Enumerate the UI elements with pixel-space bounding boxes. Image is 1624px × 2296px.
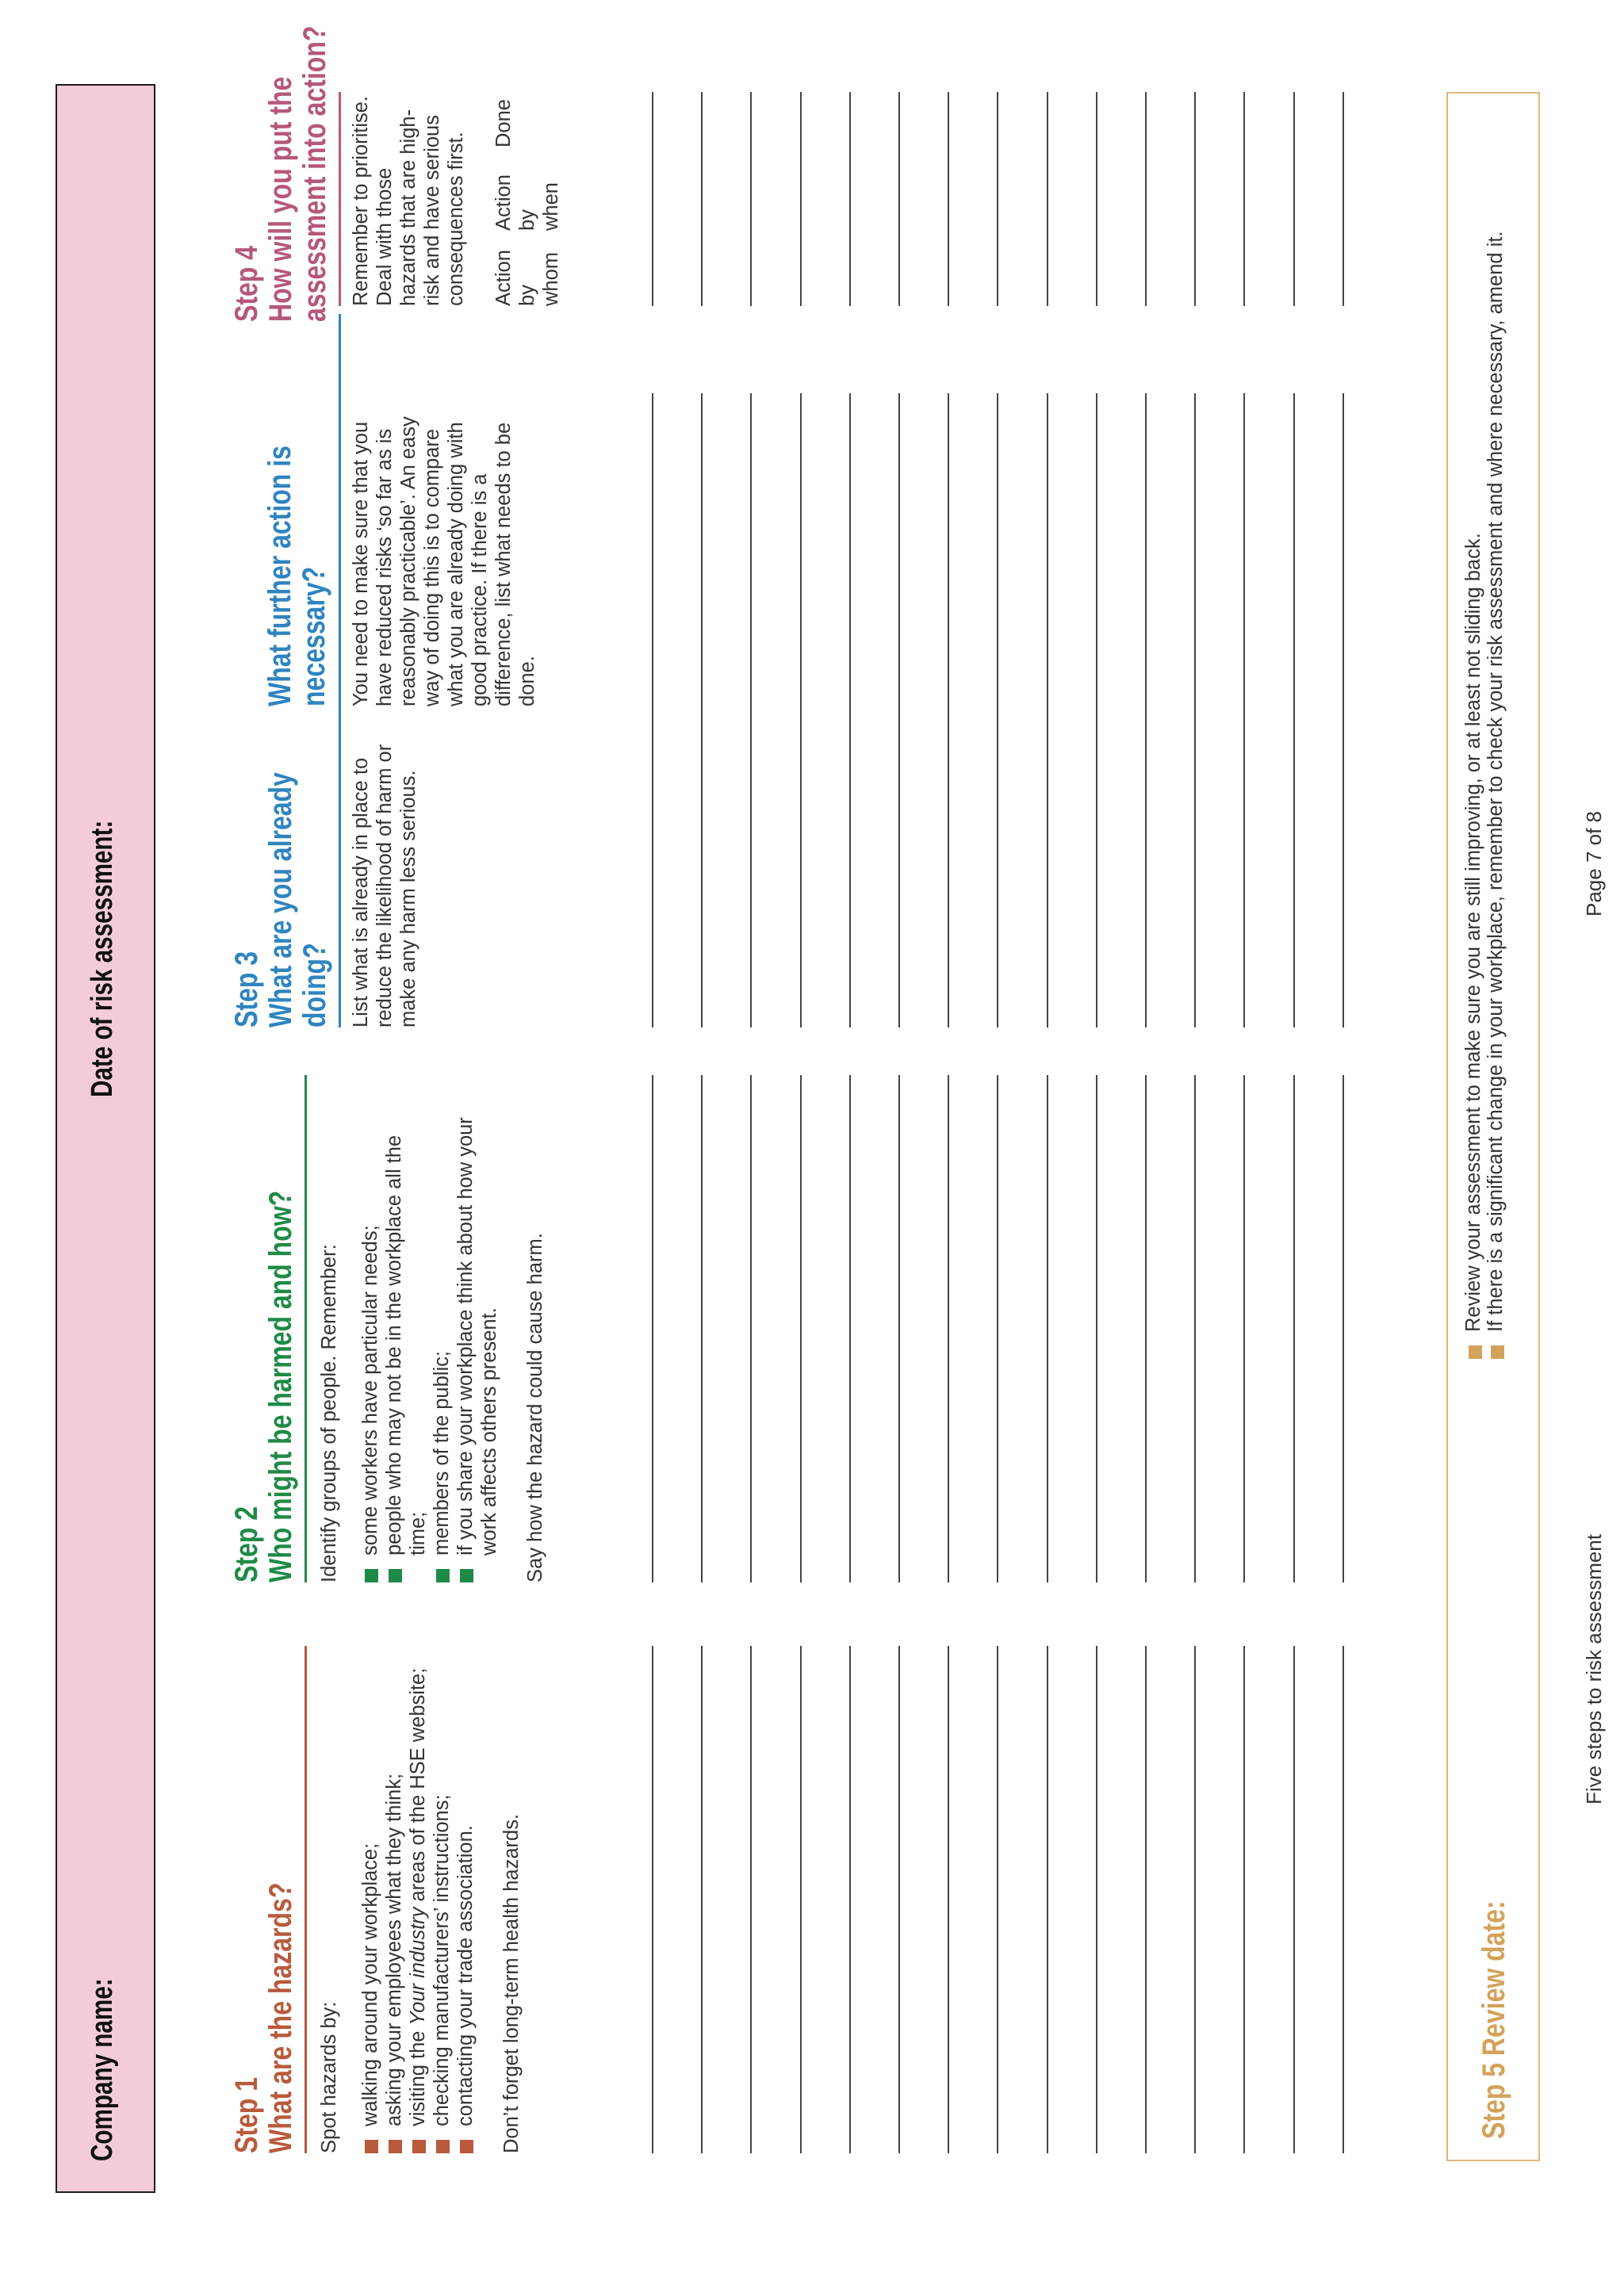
writing-line [898, 393, 900, 1027]
step1-bullet: contacting your trade association. [454, 1646, 477, 2153]
step2-bullet: people who may not be in the workplace all the time; [382, 1107, 430, 1582]
step4-rule [339, 92, 341, 306]
bullet-square-icon [460, 2140, 473, 2153]
writing-line [652, 1075, 653, 1582]
writing-line [997, 1075, 998, 1582]
footer-page-number: Page 7 of 8 [1582, 811, 1606, 916]
writing-line [701, 92, 703, 306]
writing-line [1293, 92, 1295, 306]
writing-line [1096, 92, 1097, 306]
step3-title-line1: What are you already [263, 772, 298, 1027]
writing-line [948, 92, 949, 306]
writing-line [1047, 1075, 1048, 1582]
writing-line [1293, 1075, 1295, 1582]
writing-line [997, 393, 998, 1027]
writing-line [1096, 1646, 1097, 2153]
further-action-column [263, 389, 331, 706]
step1-intro: Spot hazards by: [318, 2001, 340, 2153]
step2-bullet: if you share your workplace think about how your work affects others present. [454, 1107, 501, 1582]
step1-bullet: visiting the Your industry areas of the HSE website; [406, 1646, 430, 2153]
writing-line [849, 92, 851, 306]
step3-number: Step 3 [229, 951, 264, 1027]
further-action-text: You need to make sure that you have reduced risks ‘so far as is reasonably practicable’. An easy way of doing this is to compare what you are already doing with good practice. If there is a difference, list what needs to be done. [350, 416, 538, 706]
writing-line [652, 1646, 653, 2153]
step2-bullet: members of the public; [430, 1107, 454, 1582]
writing-line [1047, 393, 1048, 1027]
step3-column [230, 742, 332, 1027]
step5-bullet: If there is a significant change in your workplace, remember to check your risk assessment and where necessary, amend it. [1484, 106, 1507, 1359]
writing-line [800, 1075, 802, 1582]
bullet-square-icon [1469, 1345, 1482, 1359]
further-action-title-line2: necessary? [297, 566, 331, 706]
step1-title: What are the hazards? [263, 1882, 298, 2153]
writing-line [1293, 1646, 1295, 2153]
review-box [1446, 92, 1540, 2161]
writing-line [800, 1646, 802, 2153]
action-by-whom-label: Action by whom [492, 250, 562, 306]
writing-line [1047, 92, 1048, 306]
writing-line [997, 92, 998, 306]
step4-heading [229, 25, 332, 322]
step3-text: List what is already in place to reduce the likelihood of harm or make any harm less serious. [350, 744, 419, 1027]
writing-line [898, 1075, 900, 1582]
step4-text: Remember to prioritise. Deal with those hazards that are high-risk and have serious consequences first. [350, 96, 467, 306]
bullet-square-icon [412, 2140, 426, 2153]
writing-line [1194, 1646, 1196, 2153]
writing-line [1194, 1075, 1196, 1582]
further-action-title-line1: What further action is [262, 446, 297, 706]
writing-line [701, 1075, 703, 1582]
step2-heading [229, 1190, 298, 1582]
bullet-square-icon [365, 2140, 378, 2153]
writing-line [1342, 1075, 1344, 1582]
step1-note: Don’t forget long-term health hazards. [500, 1813, 523, 2153]
step2-intro: Identify groups of people. Remember: [318, 1244, 340, 1582]
done-label: Done [492, 99, 515, 147]
step1-bullet: asking your employees what they think; [382, 1646, 406, 2153]
step1-bullet-list [358, 1646, 477, 2153]
writing-line [750, 1075, 752, 1582]
writing-line [1047, 1646, 1048, 2153]
bullet-square-icon [365, 1569, 378, 1582]
header-band [56, 84, 155, 2193]
bullet-square-icon [436, 2140, 450, 2153]
writing-line [898, 92, 900, 306]
writing-line [997, 1646, 998, 2153]
writing-line [701, 393, 703, 1027]
step5-title: Step 5 Review date: [1477, 1900, 1511, 2139]
writing-line [800, 393, 802, 1027]
writing-line [1243, 92, 1245, 306]
step1-bullet: checking manufacturers’ instructions; [430, 1646, 454, 2153]
writing-line [849, 1075, 851, 1582]
step2-body [317, 1107, 547, 1582]
step3-rule [339, 314, 341, 1027]
date-of-assessment-label: Date of risk assessment: [86, 820, 119, 1097]
step4-title-line2: assessment into action? [297, 25, 332, 322]
step1-heading [229, 1882, 298, 2153]
writing-line [1096, 393, 1097, 1027]
writing-line [1145, 1075, 1147, 1582]
step2-note: Say how the hazard could cause harm. [524, 1233, 546, 1582]
step4-title-line1: How will you put the [263, 76, 298, 322]
writing-line [1194, 393, 1196, 1027]
step2-title: Who might be harmed and how? [263, 1190, 298, 1582]
writing-line [701, 1646, 703, 2153]
writing-line [1145, 393, 1147, 1027]
writing-line [1342, 92, 1344, 306]
writing-line [1342, 1646, 1344, 2153]
company-name-label: Company name: [86, 1978, 119, 2161]
writing-line [1145, 92, 1147, 306]
step1-column [230, 1844, 298, 2153]
step5-bullet: Review your assessment to make sure you are still improving, or at least not sliding back. [1462, 106, 1484, 1359]
step2-number: Step 2 [229, 1506, 264, 1582]
step1-bullet: walking around your workplace; [358, 1646, 382, 2153]
step2-rule [304, 1075, 307, 1582]
action-by-when-label: Action by when [492, 174, 562, 231]
writing-line [652, 393, 653, 1027]
step2-column [230, 1107, 298, 1582]
step2-bullet: some workers have particular needs; [358, 1107, 382, 1582]
writing-line [1293, 393, 1295, 1027]
writing-line [849, 1646, 851, 2153]
writing-line [1243, 1646, 1245, 2153]
step4-number: Step 4 [229, 245, 264, 322]
writing-line [750, 1646, 752, 2153]
step3-title-line2: doing? [297, 943, 332, 1027]
step1-rule [304, 1646, 307, 2153]
writing-line [750, 92, 752, 306]
writing-line [652, 92, 653, 306]
writing-line [1342, 393, 1344, 1027]
bullet-square-icon [389, 1569, 402, 1582]
bullet-square-icon [460, 1569, 473, 1582]
writing-line [1145, 1646, 1147, 2153]
writing-line [1243, 1075, 1245, 1582]
step4-column [229, 25, 332, 322]
writing-line [849, 393, 851, 1027]
writing-line [948, 1075, 949, 1582]
writing-line [800, 92, 802, 306]
footer-document-title: Five steps to risk assessment [1582, 1534, 1606, 1804]
bullet-square-icon [389, 2140, 402, 2153]
step2-bullet-list [358, 1107, 501, 1582]
further-action-heading [262, 446, 331, 706]
step1-number: Step 1 [229, 2076, 264, 2153]
writing-line [1194, 92, 1196, 306]
step3-heading [229, 772, 332, 1027]
step5-bullet-list [1462, 106, 1507, 1359]
step1-body [317, 1646, 523, 2153]
writing-line [1096, 1075, 1097, 1582]
writing-line [948, 1646, 949, 2153]
bullet-square-icon [1491, 1345, 1504, 1359]
writing-line [898, 1646, 900, 2153]
bullet-square-icon [436, 1569, 450, 1582]
writing-line [948, 393, 949, 1027]
writing-line [1243, 393, 1245, 1027]
writing-line [750, 393, 752, 1027]
